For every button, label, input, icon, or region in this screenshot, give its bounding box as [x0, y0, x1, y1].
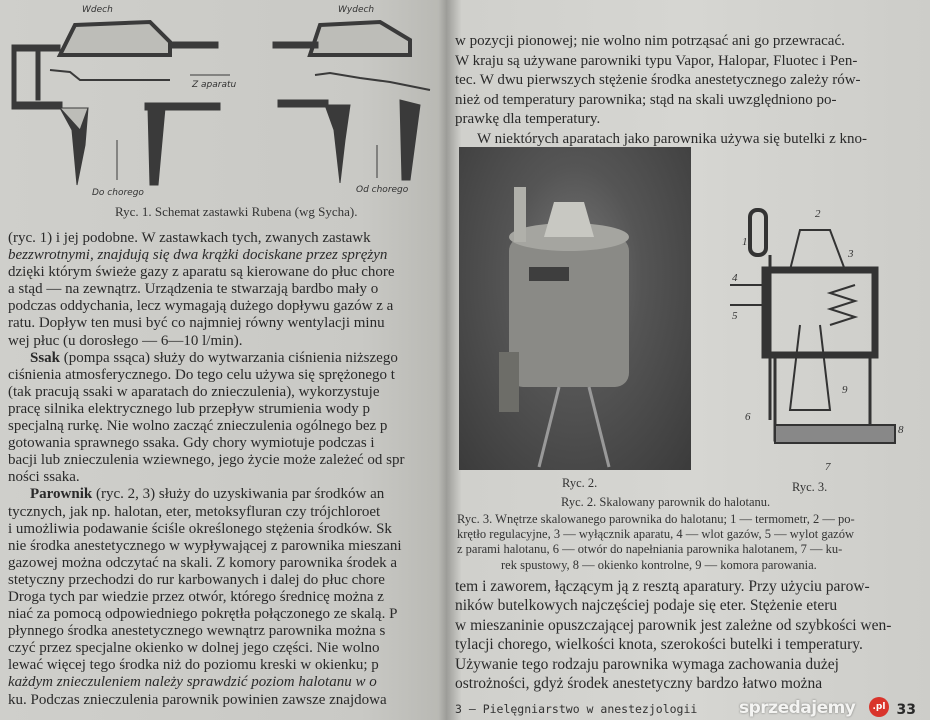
caption-line: z parami halotanu, 6 — otwór do napełniania parownika halotanem, 7 — ku- [457, 542, 843, 557]
text-line: gazowej można odczytać na skali. Z komory parownika środek a [8, 554, 398, 571]
figure-3-caption [457, 512, 855, 573]
figure-2-label: Ryc. 2. [562, 476, 598, 490]
text-line: (ryc. 1) i jej podobne. W zastawkach tych, zwanych zastawk [8, 230, 371, 246]
text-line: niać za pomocą odpowiedniego pokrętła połączonego ze skalą. P [8, 606, 398, 623]
text-line: tycznych, jak np. halotan, eter, metoksyfluran czy trójchloroet [8, 503, 381, 520]
text-line: tem i zaworem, łączącym ją z resztą aparatury. Przy użyciu parow- [455, 578, 870, 595]
caption-line: krętło regulacyjne, 3 — wyłącznik aparatu, 4 — wlot gazów, 5 — wylot gazów [457, 527, 854, 542]
text-line: pracę silnika elektrycznego lub przepływ strumienia wody p [8, 400, 370, 417]
figure-3-number-4: 4 [732, 272, 738, 284]
right-page [447, 0, 930, 720]
left-page [0, 0, 452, 720]
text-line: prawkę dla temperatury. [455, 111, 601, 128]
figure-1-label-inhale: Wdech [82, 5, 113, 15]
figure-2-vaporizer-photo [459, 147, 691, 470]
text-line: nie środka anestetycznego w wypływającej z parownika mieszani [8, 537, 402, 554]
text-line: W kraju są używane parowniki typu Vapor, Halopar, Fluotec i Pen- [455, 52, 858, 69]
text-line: ku. Podczas znieczulenia parownik powinien zawsze znajdowa [8, 691, 387, 708]
page-footer: 3 — Pielęgniarstwo w anestezjologii [455, 702, 698, 716]
figure-3-number-5: 5 [732, 310, 738, 322]
figure-1-label-from-apparatus: Z aparatu [192, 80, 237, 90]
text-line-parownik: Parownik (ryc. 2, 3) służy do uzyskiwania par środków an [30, 486, 385, 503]
text-line: W niektórych aparatach jako parownika używa się butelki z kno- [477, 130, 867, 147]
figure-1-caption: Ryc. 1. Schemat zastawki Rubena (wg Sycha). [115, 204, 358, 219]
figure-3-number-1: 1 [742, 236, 748, 248]
caption-line: Ryc. 3. Wnętrze skalowanego parownika do halotanu; 1 — termometr, 2 — po- [457, 512, 855, 526]
text-line: bezzwrotnymi, znajdują się dwa krążki dociskane przez sprężyn [8, 247, 388, 264]
text-line: ności ssaka. [8, 469, 80, 486]
bold-term: Ssak [30, 349, 61, 366]
text-line: a stąd — na zewnątrz. Urządzenia te stwarzają bardbo mały o [8, 281, 379, 298]
right-body-text-bottom [455, 577, 915, 693]
text-line: ciśnienia atmosferycznego. Do tego celu używa się sprężonego t [8, 366, 395, 383]
figure-3-number-9: 9 [842, 384, 848, 396]
figure-3-number-7: 7 [825, 461, 831, 473]
figure-1-label-from-patient: Od chorego [356, 185, 409, 195]
right-body-text-top [455, 32, 915, 150]
figure-3-vaporizer-cross-section [730, 205, 930, 475]
text-line: stetyczny przechodzi do rur karbowanych i dalej do płuc chore [8, 571, 385, 588]
caption-line: rek spustowy, 8 — okienko kontrolne, 9 — komora parowania. [501, 557, 817, 572]
text-line: w mieszaninie opuszczającej parownik jest zależne od szybkości wen- [455, 616, 892, 634]
text-line: każdym znieczuleniem należy sprawdzić poziom halotanu w o [8, 674, 377, 691]
text-line: płynnego środka anestetycznego wewnątrz parownika można s [8, 623, 386, 640]
left-body-text [8, 230, 404, 709]
text-line: tylacji chorego, wielkości knota, szerokości butelki i temperatury. [455, 636, 863, 654]
text-line-ssak: Ssak (pompa ssąca) służy do wytwarzania ciśnienia niższego [30, 349, 398, 366]
text-line: specjalną rurkę. Nie wolno zacząć znieczulenia ogólnego bez p [8, 418, 388, 435]
figure-3-number-8: 8 [898, 424, 904, 436]
page-number: 33 [896, 702, 916, 718]
watermark-badge: .pl [869, 697, 889, 717]
text-line: ników butelkowych najczęściej podaje się eter. Stężenie eteru [455, 597, 838, 615]
text-line: podczas oddychania, lecz wymagają dużego dopływu gazów z a [8, 298, 394, 315]
text-line: czyć przez specjalne okienko w dolnej jego części. Nie wolno [8, 640, 380, 657]
watermark-text: sprzedajemy [739, 698, 856, 718]
figure-3-label: Ryc. 3. [792, 480, 828, 494]
text-line: w pozycji pionowej; nie wolno nim potrząsać ani go przewracać. [455, 33, 845, 49]
bold-term: Parownik [30, 486, 93, 503]
text-line: ostrożności, gdyż środek anestetyczny bardzo łatwo można [455, 675, 823, 693]
figure-2-caption: Ryc. 2. Skalowany parownik do halotanu. [561, 495, 771, 509]
text-line: lewać więcej tego środka niż do poziomu kreski w okienku; p [8, 657, 379, 674]
figure-3-number-2: 2 [815, 208, 821, 220]
text-line: Droga tych par wiedzie przez otwór, którego średnicę można z [8, 588, 384, 605]
text-line: Używanie tego rodzaju parownika wymaga zachowania dużej [455, 655, 839, 673]
text-line: wej płuc (u dorosłego — 6—10 l/min). [8, 332, 243, 349]
text-line: (tak pracują ssaki w aparatach do znieczulenia), wykorzystuje [8, 383, 380, 400]
figure-3-number-3: 3 [848, 248, 854, 260]
text-line: i umożliwia podawanie ściśle określonego stężenia środków. Sk [8, 520, 392, 537]
figure-1-rubens-valve-diagram [0, 0, 450, 200]
text-line: ratu. Dopływ ten musi być co najmniej równy wentylacji minu [8, 315, 385, 332]
figure-1-label-exhale: Wydech [338, 5, 375, 15]
figure-1-label-to-patient: Do chorego [92, 188, 144, 198]
text-line: dzięki którym świeże gazy z aparatu są kierowane do płuc chore [8, 264, 395, 281]
figure-3-number-6: 6 [745, 411, 751, 423]
text-line: tec. W dwu pierwszych stężenie środka anestetycznego zależy rów- [455, 72, 861, 89]
text-line: gotowania sprawnego ssaka. Gdy chory wymiotuje podczas i [8, 435, 375, 452]
text-line: bacji lub znieczulenia wziewnego, jego życie może zależeć od spr [8, 452, 405, 469]
text-line: nież od temperatury parownika; stąd na skali uwzględniono po- [455, 91, 837, 108]
